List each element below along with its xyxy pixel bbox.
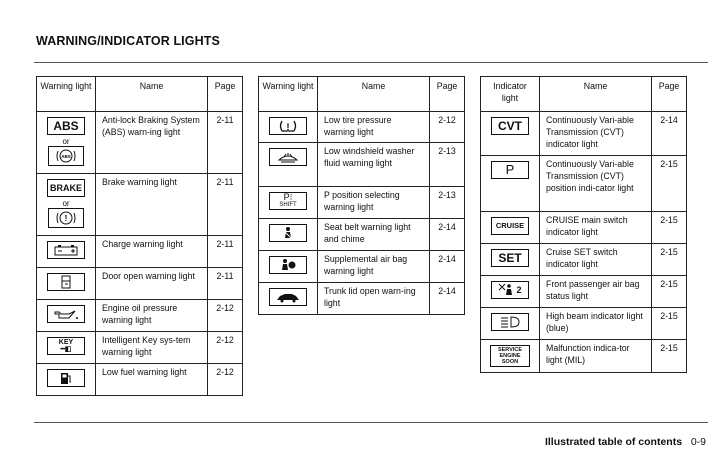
row-page: 2-11 [208, 267, 243, 299]
washer-fluid-icon [259, 142, 318, 186]
warning-lights-table-2 [258, 76, 465, 315]
table-row [259, 186, 465, 218]
row-name: Engine oil pressure warning light [96, 299, 208, 331]
row-name: Low fuel warning light [96, 363, 208, 395]
battery-icon [37, 235, 96, 267]
table-row [481, 212, 687, 244]
table-row [37, 235, 243, 267]
row-page: 2-11 [208, 235, 243, 267]
col-header-page: Page [208, 77, 243, 112]
oil-can-icon [37, 299, 96, 331]
col-header-page: Page [430, 77, 465, 112]
table-row [481, 156, 687, 212]
row-page: 2-15 [652, 308, 687, 340]
row-name: Front passenger air bag status light [540, 276, 652, 308]
row-page: 2-14 [430, 218, 465, 250]
table-row [481, 244, 687, 276]
col-header-light: Warning light [259, 77, 318, 112]
row-page: 2-12 [208, 331, 243, 363]
table-row [481, 308, 687, 340]
passenger-airbag-status-icon: 2 [481, 276, 540, 308]
row-name: High beam indicator light (blue) [540, 308, 652, 340]
tire-pressure-icon [259, 112, 318, 143]
row-name: P position selecting warning light [318, 186, 430, 218]
indicator-lights-table [480, 76, 687, 373]
table-row [37, 112, 243, 174]
key-icon: KEY ━◧ [37, 331, 96, 363]
svg-text:!: ! [64, 214, 68, 223]
table-row [37, 299, 243, 331]
p-shift-icon: P⁝ SHIFT [259, 186, 318, 218]
cruise-icon: CRUISE [481, 212, 540, 244]
row-page: 2-14 [430, 282, 465, 314]
row-name: Low tire pressure warning light [318, 112, 430, 143]
row-name: Door open warning light [96, 267, 208, 299]
col-header-light: Warning light [37, 77, 96, 112]
col-header-name: Name [96, 77, 208, 112]
p-position-icon: P [481, 156, 540, 212]
fuel-pump-icon [37, 363, 96, 395]
row-page: 2-14 [652, 112, 687, 156]
row-name: Anti-lock Braking System (ABS) warn-ing light [96, 112, 208, 174]
door-open-icon [37, 267, 96, 299]
table-row [259, 250, 465, 282]
top-rule [34, 62, 708, 63]
cvt-icon: CVT [481, 112, 540, 156]
row-name: Malfunction indica-tor light (MIL) [540, 340, 652, 373]
row-page: 2-12 [208, 363, 243, 395]
row-page: 2-11 [208, 174, 243, 236]
row-name: Cruise SET switch indicator light [540, 244, 652, 276]
row-name: CRUISE main switch indicator light [540, 212, 652, 244]
table-row [481, 112, 687, 156]
table-row [37, 267, 243, 299]
footer-page-number: 0-9 [690, 436, 706, 448]
row-page: 2-15 [652, 156, 687, 212]
page-title: WARNING/INDICATOR LIGHTS [36, 34, 220, 48]
row-name: Low windshield washer fluid warning light [318, 142, 430, 186]
table-row [259, 142, 465, 186]
row-name: Brake warning light [96, 174, 208, 236]
row-name: Continuously Vari-able Transmission (CVT) indicator light [540, 112, 652, 156]
col-header-light: Indicator light [481, 77, 540, 112]
row-page: 2-15 [652, 340, 687, 373]
svg-text:ABS: ABS [61, 154, 71, 159]
brake-icon: BRAKE or ! [37, 174, 96, 236]
table-row [37, 174, 243, 236]
table-row [481, 340, 687, 373]
service-engine-soon-icon: SERVICE ENGINE SOON [481, 340, 540, 373]
row-name: Supplemental air bag warning light [318, 250, 430, 282]
table-row [259, 218, 465, 250]
page-footer [545, 436, 706, 448]
row-page: 2-14 [430, 250, 465, 282]
table-row [37, 363, 243, 395]
row-page: 2-12 [430, 112, 465, 143]
table-row [259, 282, 465, 314]
col-header-page: Page [652, 77, 687, 112]
row-name: Trunk lid open warn-ing light [318, 282, 430, 314]
row-page: 2-12 [208, 299, 243, 331]
col-header-name: Name [540, 77, 652, 112]
warning-lights-table-1 [36, 76, 243, 396]
row-page: 2-15 [652, 244, 687, 276]
abs-icon: ABS or ABS [37, 112, 96, 174]
table-row [259, 112, 465, 143]
row-page: 2-13 [430, 142, 465, 186]
high-beam-icon [481, 308, 540, 340]
row-name: Intelligent Key sys-tem warning light [96, 331, 208, 363]
bottom-rule [34, 422, 708, 423]
row-page: 2-15 [652, 276, 687, 308]
seat-belt-icon [259, 218, 318, 250]
col-header-name: Name [318, 77, 430, 112]
footer-section-title: Illustrated table of contents [544, 436, 683, 448]
row-page: 2-15 [652, 212, 687, 244]
table-row [37, 331, 243, 363]
trunk-open-icon [259, 282, 318, 314]
svg-text:!: ! [286, 122, 290, 132]
table-row [481, 276, 687, 308]
row-page: 2-11 [208, 112, 243, 174]
row-page: 2-13 [430, 186, 465, 218]
row-name: Continuously Vari-able Transmission (CVT) position indi-cator light [540, 156, 652, 212]
row-name: Charge warning light [96, 235, 208, 267]
row-name: Seat belt warning light and chime [318, 218, 430, 250]
set-icon: SET [481, 244, 540, 276]
airbag-icon [259, 250, 318, 282]
